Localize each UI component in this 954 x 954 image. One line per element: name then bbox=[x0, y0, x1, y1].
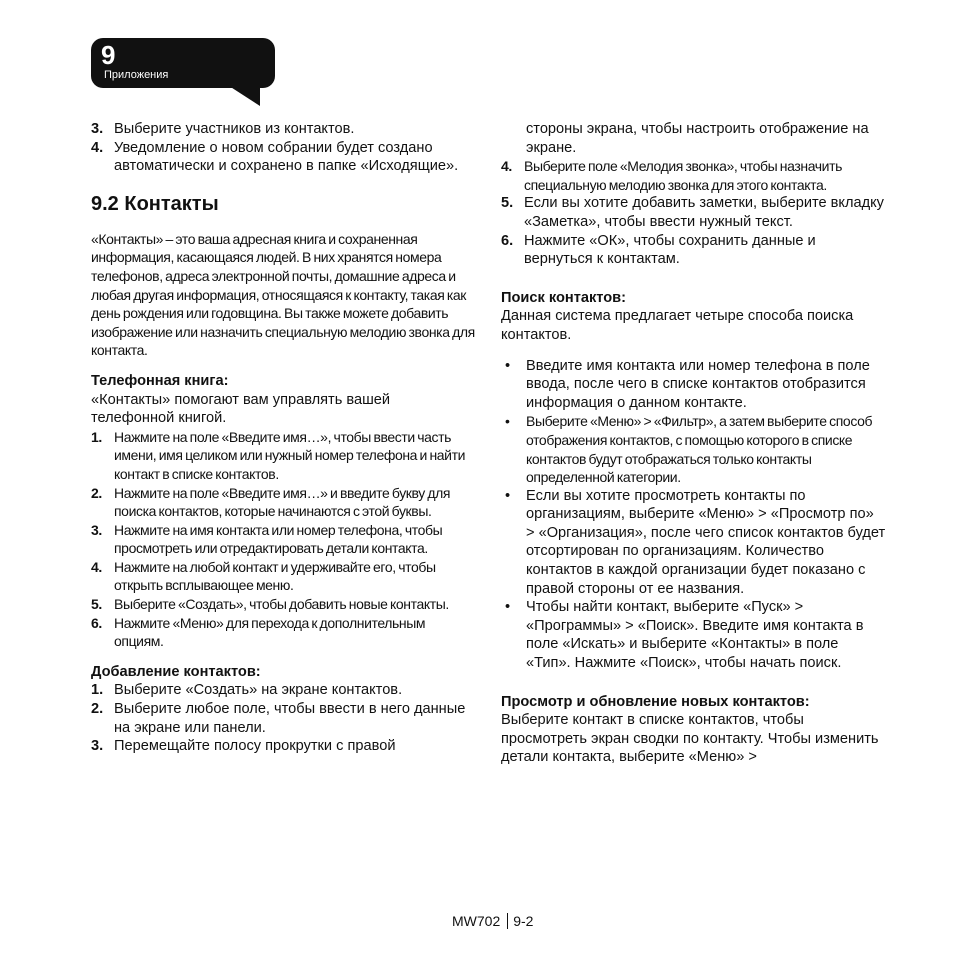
item-text: Выберите «Создать» на экране контактов. bbox=[114, 682, 403, 699]
adding-list-continued bbox=[501, 157, 886, 269]
item-text: Выберите любое поле, чтобы ввести в него данные на экране или панели. bbox=[114, 701, 466, 736]
item-text: Выберите поле «Мелодия звонка», чтобы назначить специальную мелодию звонка для этого контакта. bbox=[524, 158, 842, 193]
phonebook-list bbox=[91, 428, 476, 651]
item-number: 5. bbox=[91, 596, 102, 613]
list-item bbox=[91, 484, 476, 521]
list-item bbox=[91, 700, 476, 737]
view-text: Выберите контакт в списке контактов, чтобы просмотреть экран сводки по контакту. Чтобы изменить детали контакта, выберите «Меню» > bbox=[501, 712, 879, 766]
item-number: 4. bbox=[501, 158, 512, 175]
section-paragraph: «Контакты» – это ваша адресная книга и сохраненная информация, касающаяся людей. В них хранятся номера телефонов, адреса электронной почты, домашние адреса и любая другая информация, относящаяся к контакту, такая как день рождения или годовщина. Вы также можете добавить изображение или назначить специальную мелодию звонка для контакта. bbox=[91, 230, 475, 359]
bullet-dot: • bbox=[505, 413, 510, 430]
item-text: Нажмите на имя контакта или номер телефона, чтобы просмотреть или отредактировать детали контакта. bbox=[114, 521, 443, 557]
list-item bbox=[91, 521, 476, 558]
list-item bbox=[91, 681, 476, 700]
intro-list bbox=[91, 120, 476, 176]
right-column bbox=[501, 120, 886, 767]
item-number: 4. bbox=[91, 558, 102, 575]
list-item bbox=[501, 157, 886, 194]
search-title: Поиск контактов: bbox=[501, 289, 626, 306]
search-bullet-list bbox=[501, 357, 886, 673]
item-text: Нажмите «Меню» для перехода к дополнительным опциям. bbox=[114, 614, 426, 650]
footer-divider bbox=[507, 913, 508, 929]
chapter-badge-tail bbox=[226, 84, 260, 106]
bullet-text: Чтобы найти контакт, выберите «Пуск» > «Программы» > «Поиск». Введите имя контакта в поле «Искать» и выберите «Контакты» в поле «Тип». Нажмите «Поиск», чтобы начать поиск. bbox=[526, 599, 864, 672]
item-number: 3. bbox=[91, 121, 104, 137]
item-number: 1. bbox=[91, 682, 104, 699]
list-item bbox=[501, 232, 886, 269]
item-text: Перемещайте полосу прокрутки с правой bbox=[114, 738, 396, 755]
list-item bbox=[91, 428, 476, 484]
list-item bbox=[91, 558, 476, 595]
list-item bbox=[91, 139, 476, 176]
item-number: 1. bbox=[91, 428, 102, 445]
phonebook-text: «Контакты» помогают вам управлять вашей телефонной книгой. bbox=[91, 391, 391, 427]
item-number: 4. bbox=[91, 139, 104, 156]
bullet-item bbox=[501, 487, 886, 599]
bullet-item bbox=[501, 598, 886, 672]
item-text: Уведомление о новом собрании будет создано автоматически и сохранено в папке «Исходящие». bbox=[114, 139, 459, 175]
item-text: Нажмите «ОК», чтобы сохранить данные и вернуться к контактам. bbox=[524, 232, 816, 268]
item-text: Нажмите на поле «Введите имя…» и введите букву для поиска контактов, которые начинаются с этой буквы. bbox=[114, 484, 451, 520]
bullet-dot: • bbox=[505, 599, 511, 616]
item-text: Выберите участников из контактов. bbox=[114, 121, 355, 137]
adding-title: Добавление контактов: bbox=[91, 663, 261, 680]
view-title: Просмотр и обновление новых контактов: bbox=[501, 693, 810, 710]
list-item bbox=[91, 614, 476, 651]
left-column bbox=[91, 120, 476, 756]
item-text: Выберите «Создать», чтобы добавить новые контакты. bbox=[114, 596, 449, 613]
search-text: Данная система предлагает четыре способа поиска контактов. bbox=[501, 308, 854, 343]
item-number: 5. bbox=[501, 195, 514, 212]
page-footer bbox=[452, 912, 533, 930]
bullet-item bbox=[501, 412, 886, 486]
continued-text: стороны экрана, чтобы настроить отображение на экране. bbox=[526, 121, 869, 156]
bullet-text: Если вы хотите просмотреть контакты по организациям, выберите «Меню» > «Просмотр по» > «Организация», после чего список контактов будет отсортирован по организациям. Количество контактов в каждой организации будет показано с правой стороны от ее названия. bbox=[526, 487, 886, 597]
item-number: 3. bbox=[91, 521, 102, 538]
list-item bbox=[501, 194, 886, 231]
item-number: 6. bbox=[501, 232, 514, 249]
list-item bbox=[91, 120, 476, 139]
chapter-title: Приложения bbox=[104, 69, 169, 81]
bullet-dot: • bbox=[505, 357, 511, 374]
item-text: Если вы хотите добавить заметки, выберите вкладку «Заметка», чтобы ввести нужный текст. bbox=[524, 195, 884, 230]
item-text: Нажмите на любой контакт и удерживайте его, чтобы открыть всплывающее меню. bbox=[114, 558, 436, 594]
phonebook-title: Телефонная книга: bbox=[91, 372, 229, 389]
item-number: 2. bbox=[91, 701, 104, 718]
item-text: Нажмите на поле «Введите имя…», чтобы ввести часть имени, имя целиком или нужный номер телефона и найти контакт в списке контактов. bbox=[114, 428, 466, 482]
bullet-text: Выберите «Меню» > «Фильтр», а затем выберите способ отображения контактов, с помощью которого в списке контактов будут отображаться только контакты определенной категории. bbox=[526, 413, 873, 486]
item-number: 2. bbox=[91, 484, 102, 501]
chapter-number: 9 bbox=[101, 40, 116, 70]
list-item bbox=[91, 737, 476, 756]
bullet-item bbox=[501, 357, 886, 413]
item-number: 6. bbox=[91, 614, 102, 631]
adding-list bbox=[91, 681, 476, 755]
list-item bbox=[91, 595, 476, 614]
bullet-text: Введите имя контакта или номер телефона в поле ввода, после чего в списке контактов отобразится информация о данном контакте. bbox=[526, 357, 870, 411]
section-title: 9.2 Контакты bbox=[91, 192, 219, 215]
item-number: 3. bbox=[91, 738, 104, 755]
page-number: 9-2 bbox=[513, 913, 534, 929]
model-name: MW702 bbox=[452, 913, 501, 929]
bullet-dot: • bbox=[505, 487, 511, 504]
